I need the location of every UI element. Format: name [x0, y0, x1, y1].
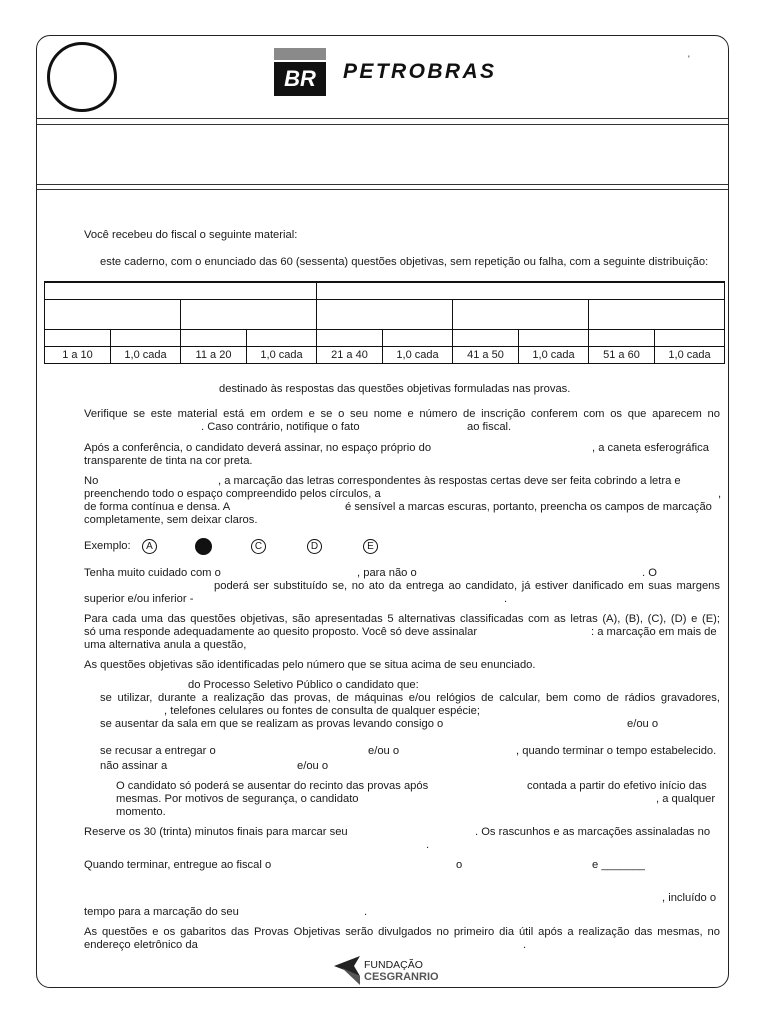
nao-assinar-b: e/ou o	[297, 760, 329, 772]
no-line-2b: ,	[718, 488, 722, 500]
recusar-line-b: e/ou o	[368, 745, 400, 757]
gabarito-line-1: As questões e os gabaritos das Provas Objetivas serão divulgados no primeiro dia útil após a realização das mesmas, no	[84, 926, 720, 938]
quando-line-a: Quando terminar, entregue ao fiscal o	[84, 859, 272, 871]
example-option-b-filled	[195, 538, 212, 555]
no-line-1b: , a marcação das letras correspondentes às respostas certas deve ser feita cobrindo a letra e	[218, 475, 681, 487]
apos-line-2: transparente de tinta na cor preta.	[84, 455, 253, 467]
table-label-cell	[655, 329, 725, 346]
verifique-line-2b: ao fiscal.	[467, 421, 512, 433]
nao-assinar-a: não assinar a	[100, 760, 168, 772]
apos-line-1b: , a caneta esferográfica	[592, 442, 709, 454]
cartao-text: destinado às respostas das questões objetivas formuladas nas provas.	[219, 383, 571, 395]
petrobras-wordmark: PETROBRAS	[343, 60, 497, 83]
table-value-cell: 1,0 cada	[111, 346, 181, 363]
table-subject-cell	[45, 299, 181, 329]
table-questions-cell: 11 a 20	[181, 346, 247, 363]
tenha-line-3b: .	[504, 593, 508, 605]
no-line-2a: preenchendo todo o espaço compreendido pelos círculos, a	[84, 488, 381, 500]
table-subject-cell	[181, 299, 317, 329]
table-label-cell	[181, 329, 247, 346]
gabarito-line-2b: .	[523, 939, 527, 951]
para-line-3: uma alternativa anula a questão,	[84, 639, 247, 651]
table-value-cell: 1,0 cada	[247, 346, 317, 363]
intro-received: Você recebeu do fiscal o seguinte material:	[84, 229, 298, 241]
table-questions-cell: 51 a 60	[589, 346, 655, 363]
candidato-line-3: momento.	[116, 806, 166, 818]
table-header-cell	[45, 282, 317, 299]
cesgranrio-logo	[334, 955, 439, 987]
example-option-e: E	[363, 539, 378, 554]
table-subject-cell	[589, 299, 725, 329]
table-label-cell	[383, 329, 453, 346]
example-option-d: D	[307, 539, 322, 554]
para-line-2b: : a marcação em mais de	[591, 626, 717, 638]
verifique-line-2a: . Caso contrário, notifique o fato	[201, 421, 360, 433]
processo-text: do Processo Seletivo Público o candidato que:	[188, 679, 419, 691]
no-line-3b: é sensível a marcas escuras, portanto, preencha os campos de marcação	[345, 501, 712, 513]
no-line-3a: de forma contínua e densa. A	[84, 501, 231, 513]
table-label-cell	[453, 329, 519, 346]
candidato-line-2b: , a qualquer	[656, 793, 716, 805]
para-line-2a: só uma responde adequadamente ao quesito proposto. Você só deve assinalar	[84, 626, 478, 638]
reserve-line-b: . Os rascunhos e as marcações assinaladas no	[475, 826, 711, 838]
seal-circle	[47, 42, 117, 112]
tenha-line-3a: superior e/ou inferior -	[84, 593, 194, 605]
tenha-line-2: poderá ser substituído se, no ato da entrega ao candidato, já estiver danificado em suas margens	[214, 580, 720, 592]
br-logo	[274, 48, 326, 96]
candidato-line-1b: contada a partir do efetivo início das	[527, 780, 707, 792]
table-questions-cell: 41 a 50	[453, 346, 519, 363]
ausentar-line-b: e/ou o	[627, 718, 659, 730]
table-label-cell	[519, 329, 589, 346]
title-divider	[37, 189, 728, 190]
tenha-line-1b: , para não o	[357, 567, 417, 579]
header-divider	[37, 124, 728, 125]
exemplo-label: Exemplo:	[84, 540, 131, 552]
table-label-cell	[111, 329, 181, 346]
table-label-cell	[45, 329, 111, 346]
table-questions-cell: 1 a 10	[45, 346, 111, 363]
recusar-line-a: se recusar a entregar o	[100, 745, 216, 757]
header-tick: '	[688, 54, 690, 64]
no-line-4: completamente, sem deixar claros.	[84, 514, 258, 526]
tempo-line-b: .	[364, 906, 368, 918]
candidato-line-1a: O candidato só poderá se ausentar do recinto das provas após	[116, 780, 429, 792]
verifique-line-1: Verifique se este material está em ordem e se o seu nome e número de inscrição conferem com os que aparecem no	[84, 408, 720, 420]
exam-page	[36, 35, 729, 988]
tenha-line-1a: Tenha muito cuidado com o	[84, 567, 221, 579]
table-subject-cell	[317, 299, 453, 329]
table-value-cell: 1,0 cada	[519, 346, 589, 363]
br-logo-text: BR	[274, 62, 326, 96]
para-line-1: Para cada uma das questões objetivas, são apresentadas 5 alternativas classificadas com as letras (A), (B), (C), (D) e (E);	[84, 613, 720, 625]
br-logo-bar	[274, 48, 326, 60]
apos-line-1a: Após a conferência, o candidato deverá assinar, no espaço próprio do	[84, 442, 432, 454]
intro-caderno: este caderno, com o enunciado das 60 (sessenta) questões objetivas, sem repetição ou falha, com a seguinte distribuição:	[100, 256, 709, 268]
quando-line-b: o	[456, 859, 463, 871]
table-questions-cell: 21 a 40	[317, 346, 383, 363]
fundacao-text: FUNDAÇÃO	[364, 959, 423, 971]
utilizar-line-2: , telefones celulares ou fontes de consulta de qualquer espécie;	[164, 705, 480, 717]
ausentar-line-a: se ausentar da sala em que se realizam as provas levando consigo o	[100, 718, 444, 730]
distribution-table	[44, 281, 725, 364]
utilizar-line-1: se utilizar, durante a realização das provas, de máquinas e/ou relógios de calcular, bem como de rádios gravadores,	[100, 692, 720, 704]
reserve-dot: .	[426, 839, 430, 851]
example-option-a: A	[142, 539, 157, 554]
quando-line-c: e _______	[592, 859, 645, 871]
no-line-1a: No	[84, 475, 99, 487]
table-label-cell	[247, 329, 317, 346]
table-label-cell	[317, 329, 383, 346]
table-value-cell: 1,0 cada	[655, 346, 725, 363]
reserve-line-a: Reserve os 30 (trinta) minutos finais para marcar seu	[84, 826, 348, 838]
table-subject-cell	[453, 299, 589, 329]
table-header-cell	[317, 282, 725, 299]
table-label-cell	[589, 329, 655, 346]
incluido-text: , incluído o	[662, 892, 717, 904]
recusar-line-c: , quando terminar o tempo estabelecido.	[516, 745, 717, 757]
tempo-line-a: tempo para a marcação do seu	[84, 906, 239, 918]
tenha-line-1c: . O	[642, 567, 657, 579]
questoes-text: As questões objetivas são identificadas pelo número que se situa acima de seu enunciado.	[84, 659, 536, 671]
gabarito-line-2a: endereço eletrônico da	[84, 939, 198, 951]
example-option-c: C	[251, 539, 266, 554]
candidato-line-2a: mesmas. Por motivos de segurança, o candidato	[116, 793, 359, 805]
cesgranrio-text: CESGRANRIO	[364, 971, 439, 983]
table-value-cell: 1,0 cada	[383, 346, 453, 363]
title-divider	[37, 184, 728, 185]
header-divider	[37, 118, 728, 119]
